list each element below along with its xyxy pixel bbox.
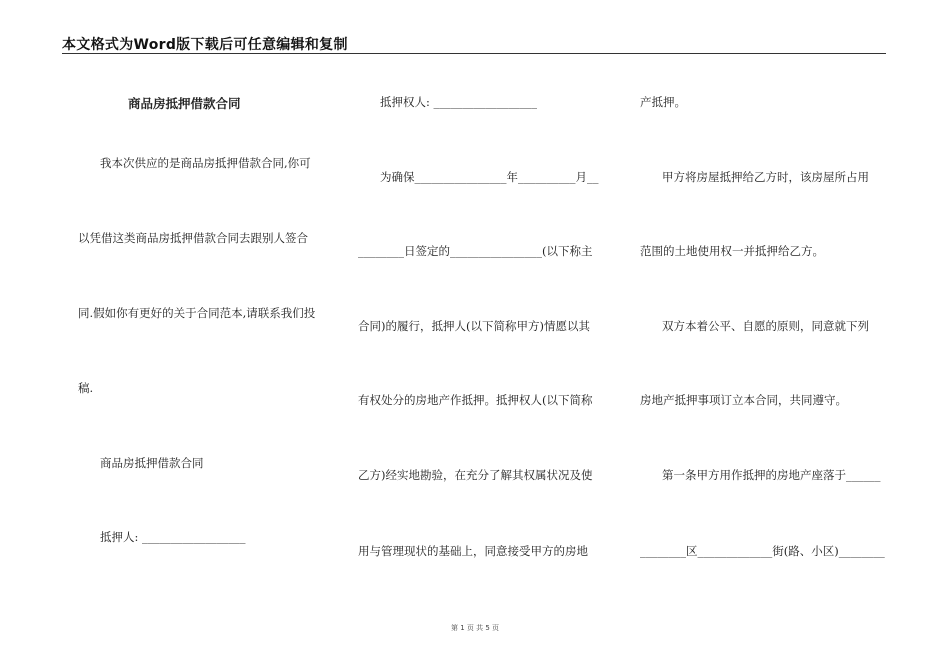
right-line-3: 范围的土地使用权一并抵押给乙方。 [640, 244, 824, 258]
document-header-title: 本文格式为Word版下载后可任意编辑和复制 [62, 37, 348, 53]
right-line-2: 甲方将房屋抵押给乙方时，该房屋所占用 [662, 170, 869, 184]
contract-title: 商品房抵押借款合同 [128, 96, 241, 111]
left-subtitle: 商品房抵押借款合同 [100, 456, 204, 470]
middle-line-7: 用与管理现状的基础上，同意接受甲方的房地 [358, 544, 588, 558]
mortgagor-line: 抵押人: __________________ [100, 530, 246, 544]
left-line-3: 同.假如你有更好的关于合同范本,请联系我们投 [78, 306, 316, 320]
left-line-2: 以凭借这类商品房抵押借款合同去跟别人签合 [78, 231, 308, 245]
left-line-4: 稿. [78, 381, 94, 395]
right-line-1: 产抵押。 [640, 95, 686, 109]
middle-line-5: 有权处分的房地产作抵押。抵押权人(以下简称 [358, 393, 593, 407]
header-divider [62, 53, 886, 54]
middle-line-3: ________日签定的________________(以下称主 [358, 244, 593, 258]
address-line: ________区_____________街(路、小区)________ [640, 544, 885, 558]
mortgagee-line: 抵押权人: __________________ [380, 95, 538, 109]
article-one-line: 第一条甲方用作抵押的房地产座落于______ [662, 468, 881, 482]
middle-line-6: 乙方)经实地勘验，在充分了解其权属状况及使 [358, 468, 593, 482]
middle-line-4: 合同)的履行，抵押人(以下简称甲方)情愿以其 [358, 319, 590, 333]
right-line-4: 双方本着公平、自愿的原则，同意就下列 [662, 319, 869, 333]
left-line-1: 我本次供应的是商品房抵押借款合同,你可 [100, 156, 311, 170]
right-line-5: 房地产抵押事项订立本合同，共同遵守。 [640, 393, 847, 407]
middle-line-2: 为确保________________年__________月__ [380, 170, 599, 184]
page-number: 第 1 页 共 5 页 [450, 624, 500, 632]
